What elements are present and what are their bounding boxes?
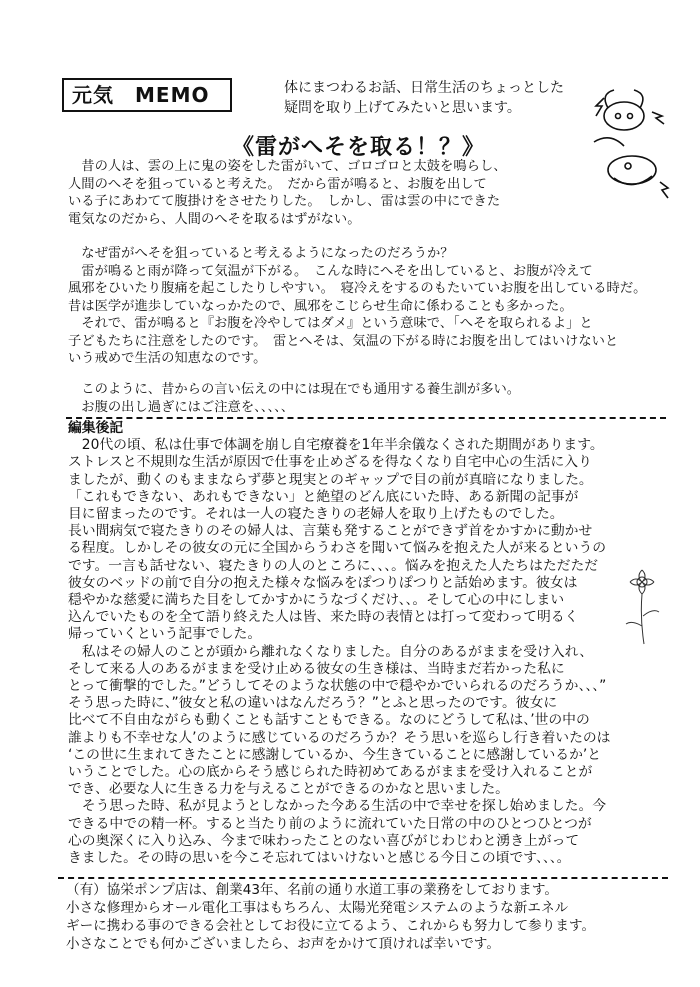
text-line: いう戒めで生活の知恵なのです。 (68, 351, 267, 366)
text-line: いる子にあわてて腹掛けをさせたりした。 しかし、雷は雲の中にできた (68, 194, 501, 209)
text-line: 子どもたちに注意をしたのです。 雷とへそは、気温の下がる時にお腹を出してはいけないと (68, 333, 619, 349)
text-line: 心の奥深くに入り込み、今まで味わったことのない喜びがじわじわと湧き上がって (68, 832, 580, 849)
text-line: 比べて不自由ながらも動くことも話すこともできる。なのにどうして私は、’世の中の (68, 712, 590, 729)
intro-line: 疑問を取り上げてみたいと思います。 (284, 100, 521, 116)
text-line: ストレスと不規則な生活が原因で仕事を止めざるを得なくなり自宅中心の生活に入り (68, 454, 592, 471)
intro-text (284, 78, 574, 118)
company-footer (66, 881, 595, 953)
text-line: それで、雷が鳴ると『お腹を冷やしてはダメ』という意味で、「へそを取られるよ」と (68, 316, 593, 331)
memo-heading-box (62, 78, 232, 112)
text-line: きました。その時の思いを今こそ忘れてはいけないと感じる今日この頃です、、、。 (68, 850, 571, 867)
text-line: そして来る人のあるがままを受け止める彼女の生き様は、当時まだ若かった私に (68, 660, 565, 677)
text-line: そう思った時に、”彼女と私の違いはなんだろう？”とふと思ったのです。彼女に (68, 695, 558, 712)
text-line: 私はその婦人のことが頭から離れなくなりました。自分のあるがままを受け入れ、 (68, 643, 594, 660)
editor-note-heading: 編集後記 (68, 420, 124, 436)
text-line: 昔の人は、雲の上に鬼の姿をした雷がいて、ゴロゴロと太鼓を鳴らし、 (68, 159, 507, 174)
text-line: 昔は医学が進歩していなっかたので、風邪をこじらせ生命に係わることも多かった。 (68, 298, 573, 314)
text-line: できる中での精一杯。すると当たり前のように流れていた日常の中のひとつひとつが (68, 815, 592, 832)
memo-label: 元気 MEMO (72, 83, 210, 107)
text-line: 穏やかな慈愛に満ちた目をしてかすかにうなづくだけ、、。そして心の中にしまい (68, 592, 565, 609)
text-line: 小さな修理からオール電化工事はもちろん、太陽光発電システムのような新エネル (66, 900, 569, 916)
text-line: 込んでいたものを全て語り終えた人は皆、来た時の表情とは打って変わって明るく (68, 609, 579, 626)
text-line: です。一言も話せない、寝たきりの人のところに、、、。悩みを抱えた人たちはただただ (68, 557, 599, 574)
text-line: 雷が鳴ると雨が降って気温が下がる。 こんな時にへそを出していると、お腹が冷えて (68, 263, 593, 279)
text-line: なぜ雷がへそを狙っていると考えるようになったのだろうか？ (68, 246, 454, 261)
text-line: ‘この世に生まれてきたことに感謝しているか、今生きていることに感謝しているか’と (68, 746, 602, 763)
text-line: お腹の出し過ぎにはご注意を、、、、、 (68, 399, 295, 415)
text-line: 彼女のベッドの前で自分の抱えた様々な悩みをぽつりぽつりと話始めます。彼女は (68, 574, 578, 591)
text-line: ギーに携わる事のできる会社としてお役に立てるよう、これからも努力して参ります。 (66, 918, 596, 934)
text-line: （有）協栄ポンプ店は、創業43年、名前の通り水道工事の業務をしております。 (66, 882, 558, 898)
thunder-demon-icon (574, 78, 684, 208)
text-line: そう思った時、私が見ようとしなかった今ある生活の中で幸せを探し始めました。今 (68, 798, 607, 815)
text-line: 誰よりも不幸せな人’のように感じているのだろうか？そう思いを巡らし行き着いたのは (68, 729, 611, 746)
section-divider (66, 417, 666, 419)
text-line: でき、必要な人に生きる力を与えることができるのかなと思いました。 (68, 781, 509, 798)
intro-line: 体にまつわるお話、日常生活のちょっとした (284, 80, 564, 96)
text-line: 目に留まったのです。それは一人の寝たきりの老婦人を取り上げたものでした。 (68, 506, 564, 523)
editor-note (68, 420, 610, 867)
flower-icon (612, 560, 672, 650)
footer-divider (58, 877, 668, 879)
text-line: 小さなことでも何かございましたら、お声をかけて頂ければ幸いです。 (66, 936, 500, 952)
text-line: いうことでした。心の底からそう感じられた時初めてあるがままを受け入れることが (68, 764, 593, 781)
text-line: 電気なのだから、人間のへそを取るはずがない。 (68, 211, 361, 227)
article-title: 《雷がへそを取る！？》 (232, 135, 486, 160)
text-line: 20代の頃、私は仕事で体調を崩し自宅療養を1年半余儀なくされた期間があります。 (68, 437, 604, 454)
text-line: 風邪をひいたり腹痛を起こしたりしやすい。 寝冷えをするのもたいていお腹を出している時だ。 (68, 281, 647, 296)
text-line: 長い間病気で寝たきりのその婦人は、言葉も発することができず首をかすかに動かせ (68, 523, 593, 540)
article-paragraph-1 (68, 158, 507, 228)
article-paragraph-3 (68, 381, 520, 416)
text-line: このように、昔からの言い伝えの中には現在でも通用する養生訓が多い。 (68, 382, 521, 397)
text-line: とって衝撃的でした。”どうしてそのような状態の中で穏やかでいられるのだろうか、、、” (68, 678, 607, 695)
text-line: る程度。しかしその彼女の元に全国からうわさを聞いて悩みを抱えた人が来るというの (68, 540, 607, 557)
article-paragraph-2 (68, 245, 646, 368)
text-line: 「これもできない、あれもできない」と絶望のどん底にいた時、ある新聞の記事が (68, 488, 579, 505)
text-line: 人間のへそを狙っていると考えた。 だから雷が鳴ると、お腹を出して (68, 176, 487, 192)
text-line: ましたが、動くのもままならず夢と現実とのギャップで目の前が真暗になりました。 (68, 471, 593, 488)
text-line: 帰っていくという記事でした。 (68, 626, 262, 643)
